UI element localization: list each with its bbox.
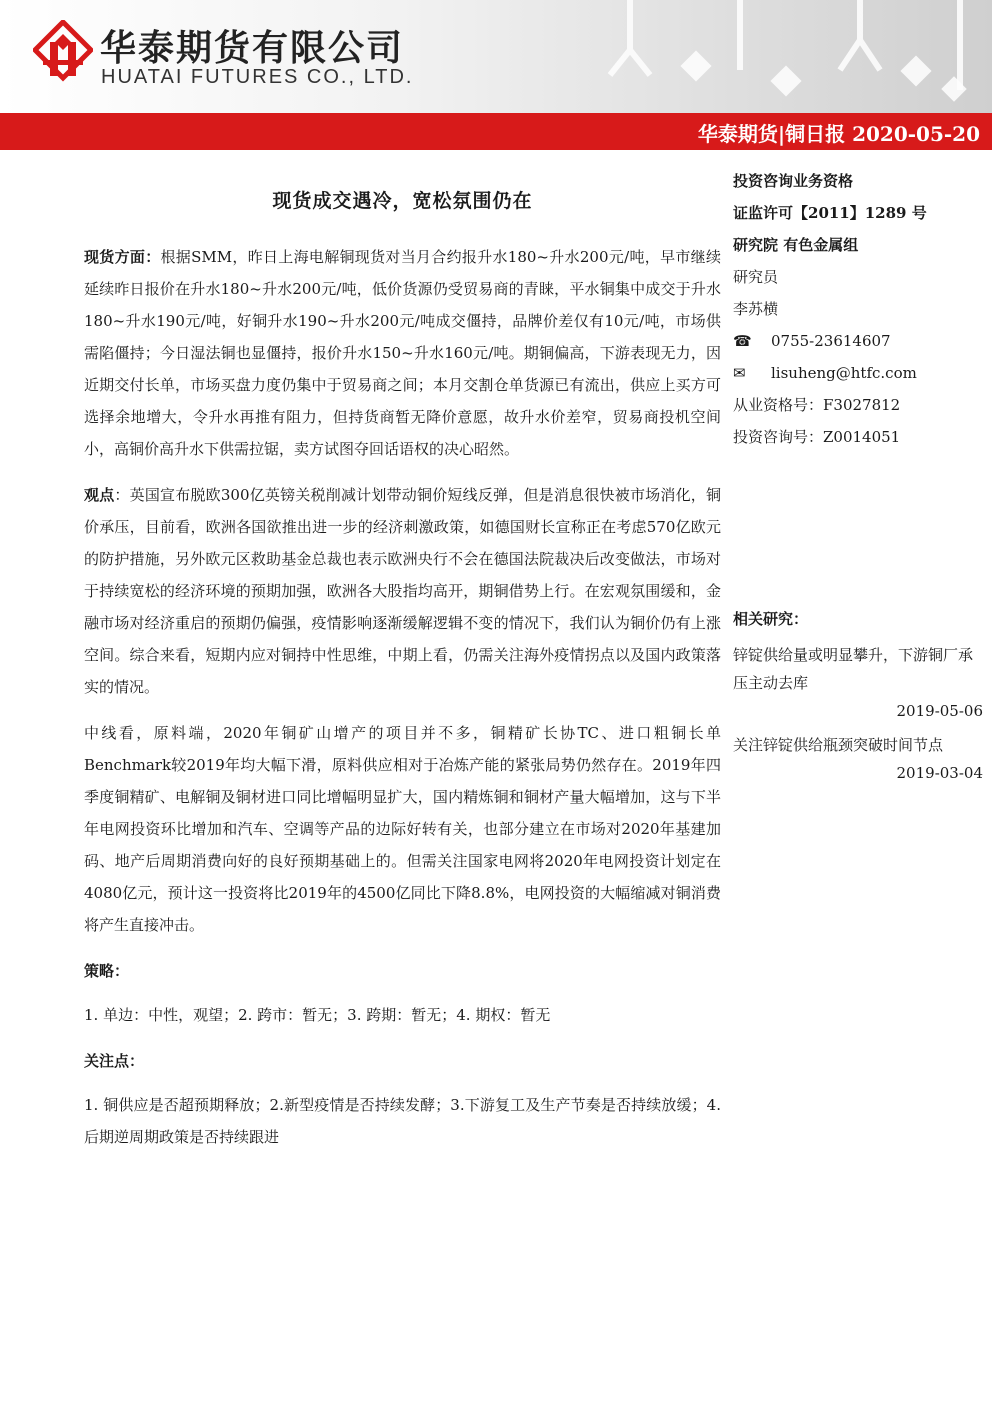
- company-name-en: HUATAI FUTURES CO., LTD.: [101, 66, 414, 88]
- banner-text: 华泰期货|铜日报 2020-05-20: [697, 122, 980, 146]
- sidebar: [733, 165, 983, 787]
- page-header: [0, 0, 992, 113]
- researcher-role: 研究员: [733, 268, 779, 286]
- email-address[interactable]: lisuheng@htfc.com: [771, 364, 917, 382]
- license-number: 证监许可【2011】1289 号: [733, 204, 927, 222]
- related-item-1-date: 2019-05-06: [896, 702, 983, 720]
- midterm-paragraph: [84, 717, 721, 941]
- focus-text: 1. 铜供应是否超预期释放；2.新型疫情是否持续发酵；3.下游复工及生产节奏是否持续放缓；4. 后期逆周期政策是否持续跟进: [84, 1096, 721, 1146]
- phone-icon: ☎: [733, 332, 752, 350]
- spot-paragraph: [84, 241, 721, 465]
- related-research-heading: 相关研究：: [733, 610, 809, 628]
- researcher-name: 李苏横: [733, 300, 779, 318]
- strategy-heading: 策略：: [84, 962, 130, 980]
- main-content: [84, 186, 721, 1167]
- report-banner: [0, 113, 992, 150]
- spot-text: 根据SMM，昨日上海电解铜现货对当月合约报升水180~升水200元/吨，早市继续延续昨日报价在升水180~升水200元/吨，低价货源仍受贸易商的青睐，平水铜集中成交于升水180~升水190元/吨，好铜升水190~升水200元/吨成交僵持，品牌价差仅有10元/吨，市场供需陷僵持；今日湿法铜也显僵持，报价升水150~升水160元/吨。期铜偏高，下游表现无力，因近期交付长单，市场买盘力度仍集中于贸易商之间；本月交割仓单货源已有流出，供应上买方可选择余地增大，令升水再推有阻力，但持货商暂无降价意愿，故升水价差窄，贸易商投机空间小，高铜价高升水下供需拉锯，卖方试图夺回话语权的决心昭然。: [84, 248, 721, 458]
- midterm-text: 中线看，原料端，2020年铜矿山增产的项目并不多，铜精矿长协TC、进口粗铜长单Benchmark较2019年均大幅下滑，原料供应相对于冶炼产能的紧张局势仍然存在。2019年四季度铜精矿、电解铜及铜材进口同比增幅明显扩大，国内精炼铜和铜材产量大幅增加，这与下半年电网投资环比增加和汽车、空调等产品的边际好转有关，也部分建立在市场对2020年基建加码、地产后周期消费向好的良好预期基础上的。但需关注国家电网将2020年电网投资计划定在4080亿元，预计这一投资将比2019年的4500亿同比下降8.8%，电网投资的大幅缩减对铜消费将产生直接冲击。: [84, 724, 721, 934]
- view-paragraph: [84, 479, 721, 703]
- spot-label: 现货方面：: [84, 248, 161, 266]
- report-title: 现货成交遇冷，宽松氛围仍在: [272, 190, 533, 212]
- related-item-2-title[interactable]: 关注锌锭供给瓶颈突破时间节点: [733, 736, 944, 754]
- email-icon: ✉: [733, 364, 746, 382]
- consult-number: 投资咨询号：Z0014051: [733, 428, 901, 446]
- email-row: [733, 357, 983, 389]
- header-decoration: [560, 0, 992, 113]
- related-item-1-title[interactable]: 锌锭供给量或明显攀升，下游铜厂承压主动去库: [733, 646, 974, 692]
- focus-heading: 关注点：: [84, 1052, 145, 1070]
- company-name-cn: 华泰期货有限公司: [100, 28, 405, 69]
- phone-row: [733, 325, 983, 357]
- department: 研究院 有色金属组: [733, 236, 859, 254]
- strategy-text: 1. 单边：中性，观望；2. 跨市：暂无；3. 跨期：暂无；4. 期权：暂无: [84, 1006, 551, 1024]
- phone-number: 0755-23614607: [771, 332, 891, 350]
- cert-number: 从业资格号：F3027812: [733, 396, 901, 414]
- view-text: ：英国宣布脱欧300亿英镑关税削减计划带动铜价短线反弹，但是消息很快被市场消化，铜价承压，目前看，欧洲各国欲推出进一步的经济刺激政策，如德国财长宣称正在考虑570亿欧元的防护措施，另外欧元区救助基金总裁也表示欧洲央行不会在德国法院裁决后改变做法，市场对于持续宽松的经济环境的预期加强，欧洲各大股指均高开，期铜借势上行。在宏观氛围缓和，金融市场对经济重启的预期仍偏强，疫情影响逐渐缓解逻辑不变的情况下，我们认为铜价仍有上涨空间。综合来看，短期内应对铜持中性思维，中期上看，仍需关注海外疫情拐点以及国内政策落实的情况。: [84, 486, 721, 696]
- huatai-logo-icon: [33, 20, 93, 84]
- related-item-2-date: 2019-03-04: [896, 764, 983, 782]
- qualification-title: 投资咨询业务资格: [733, 172, 854, 190]
- view-label: 观点: [84, 486, 115, 504]
